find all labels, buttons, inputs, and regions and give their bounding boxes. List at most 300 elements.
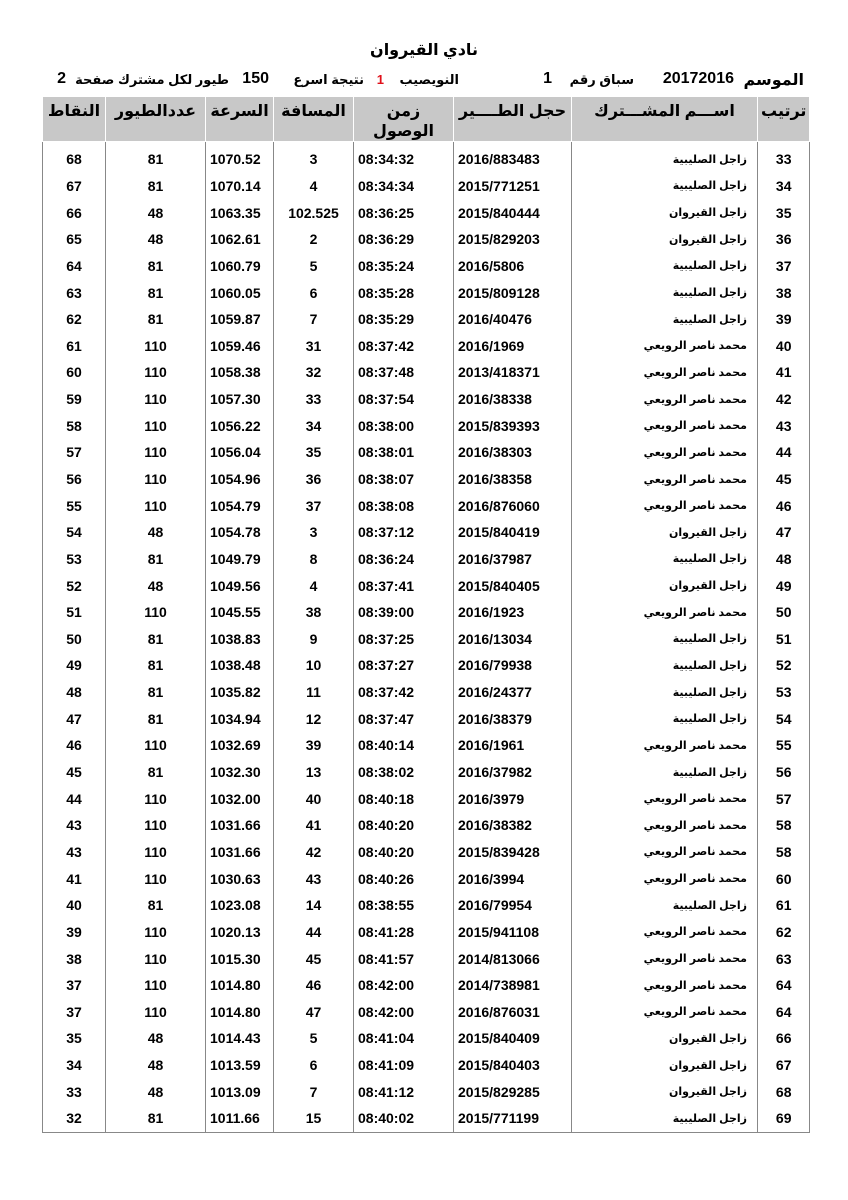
cell-points: 65	[43, 226, 106, 253]
cell-distance: 10	[274, 652, 354, 679]
cell-arrival-time: 08:40:02	[354, 1105, 454, 1132]
table-row	[43, 919, 810, 946]
cell-arrival-time: 08:41:04	[354, 1025, 454, 1052]
cell-bird-count: 110	[106, 919, 206, 946]
cell-speed: 1038.48	[206, 652, 274, 679]
cell-participant-name: زاجل الصليبية	[572, 1105, 758, 1132]
cell-rank: 41	[758, 359, 810, 386]
cell-rank: 68	[758, 1078, 810, 1105]
cell-ring: 2016/37987	[454, 546, 572, 573]
cell-distance: 31	[274, 332, 354, 359]
cell-rank: 39	[758, 306, 810, 333]
cell-points: 38	[43, 945, 106, 972]
cell-points: 34	[43, 1052, 106, 1079]
cell-arrival-time: 08:41:12	[354, 1078, 454, 1105]
cell-distance: 34	[274, 412, 354, 439]
table-row	[43, 732, 810, 759]
cell-points: 46	[43, 732, 106, 759]
table-row	[43, 332, 810, 359]
cell-ring: 2016/37982	[454, 759, 572, 786]
cell-rank: 51	[758, 626, 810, 653]
table-row	[43, 705, 810, 732]
cell-rank: 61	[758, 892, 810, 919]
cell-ring: 2016/5806	[454, 253, 572, 280]
cell-bird-count: 81	[106, 306, 206, 333]
cell-speed: 1054.79	[206, 492, 274, 519]
cell-participant-name: زاجل الصليبية	[572, 705, 758, 732]
cell-points: 66	[43, 199, 106, 226]
cell-participant-name: محمد ناصر الرويعي	[572, 466, 758, 493]
cell-participant-name: زاجل الصليبية	[572, 626, 758, 653]
table-row	[43, 972, 810, 999]
cell-rank: 48	[758, 546, 810, 573]
cell-participant-name: محمد ناصر الرويعي	[572, 945, 758, 972]
cell-points: 37	[43, 999, 106, 1026]
cell-rank: 58	[758, 839, 810, 866]
cell-speed: 1059.87	[206, 306, 274, 333]
cell-bird-count: 81	[106, 759, 206, 786]
race-name: النويصيب	[399, 72, 459, 87]
cell-rank: 50	[758, 599, 810, 626]
race-label: سباق رقم	[569, 72, 634, 87]
cell-participant-name: زاجل الصليبية	[572, 892, 758, 919]
race-number: 1	[543, 70, 552, 87]
cell-bird-count: 48	[106, 199, 206, 226]
cell-arrival-time: 08:38:55	[354, 892, 454, 919]
cell-distance: 41	[274, 812, 354, 839]
cell-arrival-time: 08:34:34	[354, 173, 454, 200]
cell-bird-count: 81	[106, 892, 206, 919]
cell-rank: 42	[758, 386, 810, 413]
cell-bird-count: 110	[106, 599, 206, 626]
cell-points: 32	[43, 1105, 106, 1132]
cell-ring: 2016/3994	[454, 865, 572, 892]
cell-participant-name: زاجل القيروان	[572, 1025, 758, 1052]
cell-speed: 1031.66	[206, 812, 274, 839]
cell-rank: 35	[758, 199, 810, 226]
cell-speed: 1054.96	[206, 466, 274, 493]
cell-bird-count: 110	[106, 972, 206, 999]
cell-distance: 38	[274, 599, 354, 626]
cell-rank: 45	[758, 466, 810, 493]
cell-arrival-time: 08:38:02	[354, 759, 454, 786]
cell-bird-count: 48	[106, 1025, 206, 1052]
cell-ring: 2016/876031	[454, 999, 572, 1026]
cell-distance: 47	[274, 999, 354, 1026]
cell-rank: 52	[758, 652, 810, 679]
cell-bird-count: 81	[106, 279, 206, 306]
cell-ring: 2016/38358	[454, 466, 572, 493]
cell-bird-count: 110	[106, 412, 206, 439]
club-title: نادي القيروان	[370, 42, 478, 59]
cell-bird-count: 48	[106, 1078, 206, 1105]
cell-points: 45	[43, 759, 106, 786]
cell-bird-count: 110	[106, 839, 206, 866]
cell-points: 56	[43, 466, 106, 493]
cell-arrival-time: 08:41:57	[354, 945, 454, 972]
table-row	[43, 892, 810, 919]
cell-points: 58	[43, 412, 106, 439]
cell-distance: 13	[274, 759, 354, 786]
cell-rank: 67	[758, 1052, 810, 1079]
cell-rank: 33	[758, 142, 810, 173]
cell-points: 62	[43, 306, 106, 333]
cell-participant-name: زاجل القيروان	[572, 519, 758, 546]
cell-participant-name: محمد ناصر الرويعي	[572, 972, 758, 999]
cell-bird-count: 110	[106, 359, 206, 386]
cell-points: 40	[43, 892, 106, 919]
cell-arrival-time: 08:35:29	[354, 306, 454, 333]
cell-points: 33	[43, 1078, 106, 1105]
cell-speed: 1034.94	[206, 705, 274, 732]
cell-distance: 42	[274, 839, 354, 866]
table-row	[43, 1078, 810, 1105]
table-row	[43, 1025, 810, 1052]
cell-participant-name: محمد ناصر الرويعي	[572, 812, 758, 839]
cell-points: 60	[43, 359, 106, 386]
cell-rank: 37	[758, 253, 810, 280]
cell-speed: 1056.04	[206, 439, 274, 466]
cell-participant-name: زاجل القيروان	[572, 199, 758, 226]
cell-arrival-time: 08:37:47	[354, 705, 454, 732]
cell-ring: 2014/738981	[454, 972, 572, 999]
cell-ring: 2016/883483	[454, 142, 572, 173]
cell-arrival-time: 08:38:08	[354, 492, 454, 519]
table-row	[43, 1052, 810, 1079]
cell-distance: 4	[274, 173, 354, 200]
cell-distance: 8	[274, 546, 354, 573]
cell-speed: 1070.14	[206, 173, 274, 200]
cell-points: 43	[43, 839, 106, 866]
cell-speed: 1049.56	[206, 572, 274, 599]
cell-arrival-time: 08:42:00	[354, 999, 454, 1026]
red-marker: 1	[376, 72, 384, 87]
cell-rank: 46	[758, 492, 810, 519]
header-ring: حجل الطــــير	[454, 97, 572, 142]
cell-rank: 43	[758, 412, 810, 439]
header-distance: المسافة	[274, 97, 354, 142]
cell-points: 63	[43, 279, 106, 306]
season-label: الموسم	[743, 72, 804, 89]
cell-participant-name: زاجل الصليبية	[572, 652, 758, 679]
cell-speed: 1054.78	[206, 519, 274, 546]
cell-distance: 4	[274, 572, 354, 599]
cell-speed: 1032.69	[206, 732, 274, 759]
cell-distance: 36	[274, 466, 354, 493]
cell-ring: 2016/38379	[454, 705, 572, 732]
table-row	[43, 279, 810, 306]
table-row	[43, 626, 810, 653]
cell-distance: 7	[274, 306, 354, 333]
cell-arrival-time: 08:40:14	[354, 732, 454, 759]
cell-ring: 2016/40476	[454, 306, 572, 333]
cell-arrival-time: 08:38:07	[354, 466, 454, 493]
cell-rank: 56	[758, 759, 810, 786]
cell-points: 48	[43, 679, 106, 706]
season-value: 20172016	[662, 70, 734, 87]
cell-bird-count: 110	[106, 785, 206, 812]
cell-arrival-time: 08:40:20	[354, 839, 454, 866]
cell-distance: 45	[274, 945, 354, 972]
cell-arrival-time: 08:35:28	[354, 279, 454, 306]
cell-speed: 1038.83	[206, 626, 274, 653]
cell-ring: 2016/1923	[454, 599, 572, 626]
cell-participant-name: زاجل الصليبية	[572, 306, 758, 333]
cell-distance: 102.525	[274, 199, 354, 226]
cell-ring: 2016/24377	[454, 679, 572, 706]
cell-bird-count: 81	[106, 142, 206, 173]
cell-speed: 1060.79	[206, 253, 274, 280]
cell-points: 47	[43, 705, 106, 732]
cell-arrival-time: 08:37:25	[354, 626, 454, 653]
cell-speed: 1015.30	[206, 945, 274, 972]
cell-bird-count: 110	[106, 466, 206, 493]
cell-distance: 39	[274, 732, 354, 759]
cell-rank: 66	[758, 1025, 810, 1052]
cell-speed: 1030.63	[206, 865, 274, 892]
cell-bird-count: 81	[106, 626, 206, 653]
cell-bird-count: 81	[106, 679, 206, 706]
table-row	[43, 199, 810, 226]
cell-speed: 1011.66	[206, 1105, 274, 1132]
cell-bird-count: 110	[106, 732, 206, 759]
table-row	[43, 546, 810, 573]
cell-ring: 2015/829285	[454, 1078, 572, 1105]
cell-points: 44	[43, 785, 106, 812]
table-row	[43, 306, 810, 333]
cell-arrival-time: 08:42:00	[354, 972, 454, 999]
cell-bird-count: 110	[106, 492, 206, 519]
header-rank: ترتيب	[758, 97, 810, 142]
cell-points: 49	[43, 652, 106, 679]
table-row	[43, 839, 810, 866]
table-row	[43, 412, 810, 439]
cell-bird-count: 110	[106, 439, 206, 466]
cell-points: 52	[43, 572, 106, 599]
cell-participant-name: زاجل القيروان	[572, 226, 758, 253]
cell-distance: 7	[274, 1078, 354, 1105]
race-info	[48, 70, 804, 92]
table-row	[43, 519, 810, 546]
cell-participant-name: زاجل الصليبية	[572, 279, 758, 306]
header-arrival-time: زمن الوصول	[354, 97, 454, 142]
cell-distance: 15	[274, 1105, 354, 1132]
cell-arrival-time: 08:40:26	[354, 865, 454, 892]
cell-bird-count: 110	[106, 812, 206, 839]
results-table	[42, 96, 810, 1133]
cell-points: 67	[43, 173, 106, 200]
cell-speed: 1014.80	[206, 999, 274, 1026]
cell-distance: 32	[274, 359, 354, 386]
cell-speed: 1062.61	[206, 226, 274, 253]
cell-arrival-time: 08:34:32	[354, 142, 454, 173]
table-row	[43, 142, 810, 173]
cell-distance: 6	[274, 1052, 354, 1079]
cell-distance: 2	[274, 226, 354, 253]
cell-rank: 55	[758, 732, 810, 759]
table-row	[43, 466, 810, 493]
cell-bird-count: 48	[106, 519, 206, 546]
cell-arrival-time: 08:40:20	[354, 812, 454, 839]
table-row	[43, 945, 810, 972]
cell-participant-name: محمد ناصر الرويعي	[572, 332, 758, 359]
cell-points: 68	[43, 142, 106, 173]
cell-speed: 1031.66	[206, 839, 274, 866]
cell-rank: 64	[758, 972, 810, 999]
cell-arrival-time: 08:37:12	[354, 519, 454, 546]
table-row	[43, 999, 810, 1026]
cell-participant-name: محمد ناصر الرويعي	[572, 839, 758, 866]
cell-ring: 2015/840405	[454, 572, 572, 599]
table-row	[43, 492, 810, 519]
cell-points: 50	[43, 626, 106, 653]
cell-speed: 1035.82	[206, 679, 274, 706]
cell-points: 43	[43, 812, 106, 839]
cell-speed: 1060.05	[206, 279, 274, 306]
cell-speed: 1014.43	[206, 1025, 274, 1052]
cell-participant-name: محمد ناصر الرويعي	[572, 599, 758, 626]
cell-rank: 53	[758, 679, 810, 706]
cell-participant-name: محمد ناصر الرويعي	[572, 386, 758, 413]
table-row	[43, 173, 810, 200]
cell-ring: 2015/839393	[454, 412, 572, 439]
cell-bird-count: 110	[106, 865, 206, 892]
cell-bird-count: 48	[106, 1052, 206, 1079]
cell-ring: 2016/38303	[454, 439, 572, 466]
table-row	[43, 759, 810, 786]
cell-speed: 1045.55	[206, 599, 274, 626]
cell-points: 51	[43, 599, 106, 626]
cell-participant-name: محمد ناصر الرويعي	[572, 439, 758, 466]
cell-bird-count: 81	[106, 705, 206, 732]
page-value: 2	[57, 70, 66, 87]
cell-bird-count: 110	[106, 945, 206, 972]
cell-distance: 11	[274, 679, 354, 706]
cell-arrival-time: 08:41:28	[354, 919, 454, 946]
cell-distance: 37	[274, 492, 354, 519]
cell-rank: 54	[758, 705, 810, 732]
cell-arrival-time: 08:36:25	[354, 199, 454, 226]
cell-speed: 1023.08	[206, 892, 274, 919]
cell-speed: 1014.80	[206, 972, 274, 999]
cell-ring: 2015/840444	[454, 199, 572, 226]
fastest-value: 150	[242, 70, 269, 87]
table-row	[43, 359, 810, 386]
cell-participant-name: محمد ناصر الرويعي	[572, 359, 758, 386]
cell-points: 35	[43, 1025, 106, 1052]
cell-distance: 5	[274, 1025, 354, 1052]
cell-bird-count: 110	[106, 999, 206, 1026]
cell-ring: 2016/79954	[454, 892, 572, 919]
cell-participant-name: زاجل الصليبية	[572, 253, 758, 280]
header-bird-count: عددالطيور	[106, 97, 206, 142]
cell-ring: 2016/876060	[454, 492, 572, 519]
cell-participant-name: محمد ناصر الرويعي	[572, 732, 758, 759]
cell-bird-count: 110	[106, 332, 206, 359]
cell-points: 39	[43, 919, 106, 946]
header-points: النقاط	[43, 97, 106, 142]
cell-participant-name: محمد ناصر الرويعي	[572, 492, 758, 519]
cell-ring: 2015/941108	[454, 919, 572, 946]
table-header	[43, 97, 810, 142]
header-speed: السرعة	[206, 97, 274, 142]
cell-distance: 40	[274, 785, 354, 812]
cell-participant-name: محمد ناصر الرويعي	[572, 919, 758, 946]
cell-participant-name: محمد ناصر الرويعي	[572, 785, 758, 812]
cell-speed: 1049.79	[206, 546, 274, 573]
table-row	[43, 599, 810, 626]
table-row	[43, 253, 810, 280]
cell-participant-name: زاجل الصليبية	[572, 142, 758, 173]
cell-ring: 2014/813066	[454, 945, 572, 972]
cell-bird-count: 81	[106, 1105, 206, 1132]
cell-arrival-time: 08:41:09	[354, 1052, 454, 1079]
cell-ring: 2016/1961	[454, 732, 572, 759]
cell-bird-count: 48	[106, 226, 206, 253]
cell-participant-name: محمد ناصر الرويعي	[572, 999, 758, 1026]
cell-arrival-time: 08:37:54	[354, 386, 454, 413]
cell-arrival-time: 08:37:42	[354, 332, 454, 359]
cell-participant-name: زاجل الصليبية	[572, 759, 758, 786]
cell-distance: 43	[274, 865, 354, 892]
cell-points: 61	[43, 332, 106, 359]
cell-speed: 1057.30	[206, 386, 274, 413]
fastest-label: نتيجة اسرع	[293, 72, 364, 87]
cell-rank: 62	[758, 919, 810, 946]
cell-ring: 2016/1969	[454, 332, 572, 359]
cell-ring: 2015/771251	[454, 173, 572, 200]
cell-speed: 1032.30	[206, 759, 274, 786]
cell-speed: 1058.38	[206, 359, 274, 386]
cell-participant-name: محمد ناصر الرويعي	[572, 412, 758, 439]
cell-points: 53	[43, 546, 106, 573]
cell-distance: 35	[274, 439, 354, 466]
cell-points: 54	[43, 519, 106, 546]
cell-speed: 1032.00	[206, 785, 274, 812]
cell-rank: 60	[758, 865, 810, 892]
cell-points: 37	[43, 972, 106, 999]
cell-arrival-time: 08:40:18	[354, 785, 454, 812]
cell-arrival-time: 08:37:41	[354, 572, 454, 599]
cell-participant-name: زاجل القيروان	[572, 1052, 758, 1079]
cell-bird-count: 81	[106, 253, 206, 280]
cell-ring: 2015/809128	[454, 279, 572, 306]
cell-points: 57	[43, 439, 106, 466]
cell-bird-count: 110	[106, 386, 206, 413]
cell-rank: 40	[758, 332, 810, 359]
cell-speed: 1070.52	[206, 142, 274, 173]
table-row	[43, 572, 810, 599]
cell-bird-count: 48	[106, 572, 206, 599]
cell-distance: 44	[274, 919, 354, 946]
cell-rank: 63	[758, 945, 810, 972]
table-row	[43, 652, 810, 679]
table-row	[43, 679, 810, 706]
cell-arrival-time: 08:38:00	[354, 412, 454, 439]
cell-ring: 2015/829203	[454, 226, 572, 253]
cell-rank: 36	[758, 226, 810, 253]
cell-bird-count: 81	[106, 173, 206, 200]
cell-rank: 64	[758, 999, 810, 1026]
cell-participant-name: محمد ناصر الرويعي	[572, 865, 758, 892]
cell-rank: 69	[758, 1105, 810, 1132]
table-row	[43, 439, 810, 466]
cell-ring: 2016/38382	[454, 812, 572, 839]
cell-rank: 58	[758, 812, 810, 839]
cell-distance: 14	[274, 892, 354, 919]
cell-speed: 1063.35	[206, 199, 274, 226]
cell-points: 59	[43, 386, 106, 413]
